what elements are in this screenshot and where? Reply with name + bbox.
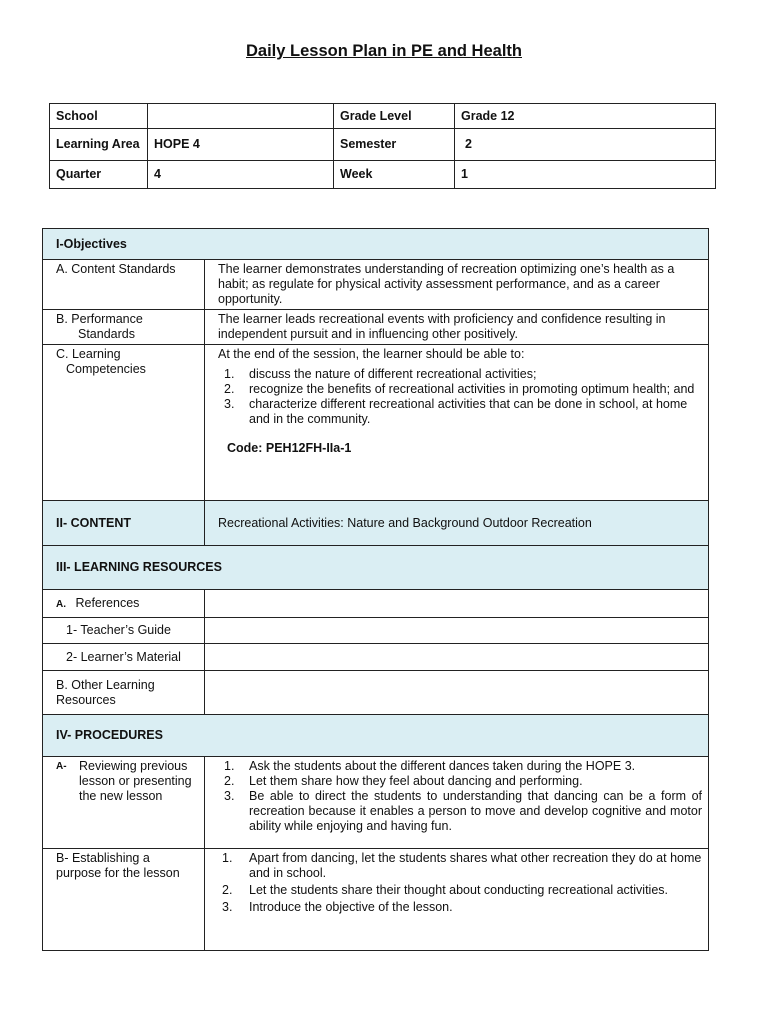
competencies-label <box>43 345 205 501</box>
performance-standards-label-line2: Standards <box>78 327 135 341</box>
content-standards-label: A. Content Standards <box>43 260 205 310</box>
list-item: 1. discuss the nature of different recreational activities; <box>224 367 537 381</box>
semester-label: Semester <box>334 129 455 161</box>
lesson-plan-table <box>42 228 709 951</box>
content-header: II- CONTENT <box>43 501 205 546</box>
learning-area-value: HOPE 4 <box>148 129 334 161</box>
grade-level-label: Grade Level <box>334 104 455 129</box>
competencies-cell <box>205 345 709 501</box>
competencies-list <box>218 367 702 427</box>
content-standards-text: The learner demonstrates understanding of recreation optimizing one’s health as a habit; as regulate for physical activity assessment performance, and as a career opportunity. <box>205 260 709 310</box>
competencies-intro: At the end of the session, the learner should be able to: <box>218 347 525 361</box>
procedure-a-label <box>43 757 205 849</box>
grade-level-value: Grade 12 <box>455 104 716 129</box>
quarter-label: Quarter <box>50 161 148 189</box>
procedure-b-list <box>218 851 702 915</box>
school-info-table <box>49 103 716 189</box>
objectives-header: I-Objectives <box>43 229 709 260</box>
list-item: 1. Ask the students about the different dances taken during the HOPE 3. <box>224 759 636 773</box>
performance-standards-label-line1: B. Performance <box>56 312 143 326</box>
list-item: 2. Let them share how they feel about dancing and performing. <box>224 774 583 788</box>
list-item: 3. characterize different recreational activities that can be done in school, at home and in the community. <box>224 397 688 426</box>
list-item: 3. Introduce the objective of the lesson. <box>222 900 453 914</box>
procedure-b-label: B- Establishing a purpose for the lesson <box>43 849 205 951</box>
competencies-label-line2: Competencies <box>66 362 146 376</box>
learning-area-label: Learning Area <box>50 129 148 161</box>
school-label: School <box>50 104 148 129</box>
procedure-a-list <box>218 759 702 834</box>
content-text: Recreational Activities: Nature and Background Outdoor Recreation <box>205 501 709 546</box>
list-item: 2. recognize the benefits of recreational activities in promoting optimum health; and <box>224 382 695 396</box>
quarter-value: 4 <box>148 161 334 189</box>
performance-standards-text: The learner leads recreational events with proficiency and confidence resulting in independent pursuit and in influencing other positively. <box>205 310 709 345</box>
competency-code: Code: PEH12FH-IIa-1 <box>227 441 352 455</box>
document-title: Daily Lesson Plan in PE and Health <box>246 42 522 60</box>
semester-value: 2 <box>455 129 716 161</box>
procedure-a-marker: A- <box>56 761 67 772</box>
learners-material-label: 2- Learner’s Material <box>43 644 205 671</box>
list-item: 1. Apart from dancing, let the students shares what other recreation they do at home and in school. <box>222 851 702 880</box>
procedure-b-cell <box>205 849 709 951</box>
list-item: 2. Let the students share their thought about conducting recreational activities. <box>222 883 669 897</box>
references-value <box>205 590 709 618</box>
procedure-a-text: Reviewing previous lesson or presenting the new lesson <box>79 759 192 803</box>
other-resources-value <box>205 671 709 715</box>
references-text: References <box>75 595 140 610</box>
week-value: 1 <box>455 161 716 189</box>
references-marker: A. <box>56 598 66 610</box>
references-label <box>43 590 205 618</box>
school-value <box>148 104 334 129</box>
learners-material-value <box>205 644 709 671</box>
competencies-label-line1: C. Learning <box>56 347 121 361</box>
teachers-guide-value <box>205 618 709 644</box>
list-item: 3. Be able to direct the students to understanding that dancing can be a form of recreation because it enables a person to move and develop cognitive and motor ability while enjoying and having fun. <box>224 789 702 833</box>
performance-standards-label <box>43 310 205 345</box>
week-label: Week <box>334 161 455 189</box>
procedures-header: IV- PROCEDURES <box>43 715 709 757</box>
other-resources-label: B. Other Learning Resources <box>43 671 205 715</box>
teachers-guide-label: 1- Teacher’s Guide <box>43 618 205 644</box>
procedure-a-cell <box>205 757 709 849</box>
learning-resources-header: III- LEARNING RESOURCES <box>43 546 709 590</box>
